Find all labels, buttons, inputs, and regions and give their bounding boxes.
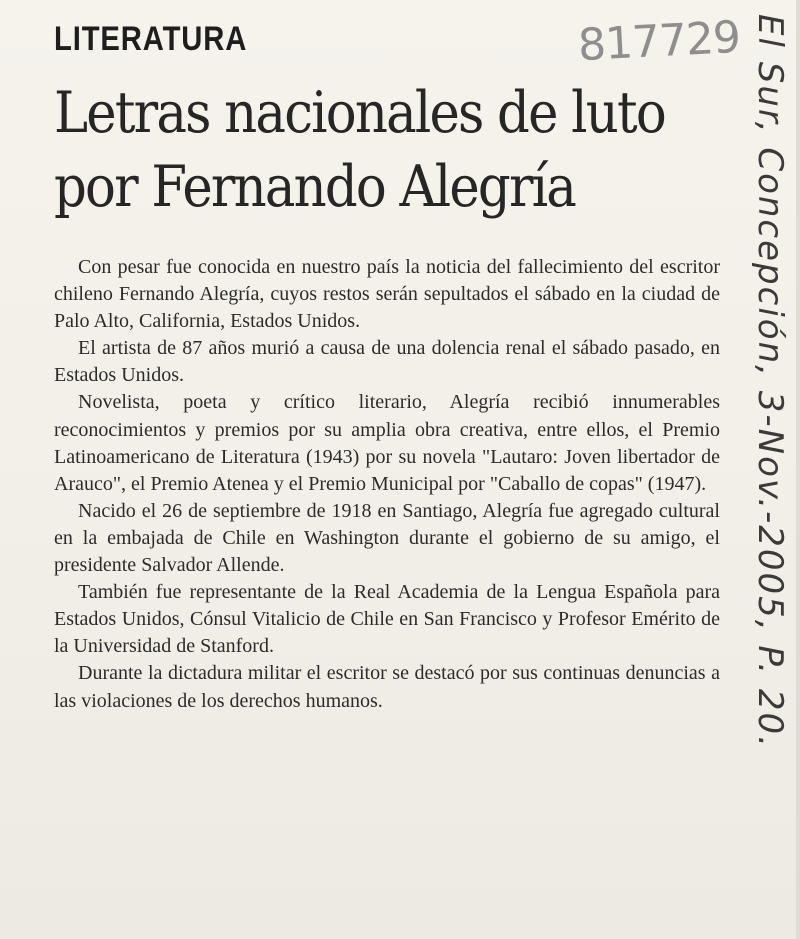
paper-edge [796, 0, 800, 939]
article-paragraph: Con pesar fue conocida en nuestro país la noticia del fallecimiento del escritor chileno Fernando Alegría, cuyos restos serán sepultados el sábado en la ciudad de Palo Alto, California, Estados Unidos. [54, 256, 720, 333]
headline-line-1: Letras nacionales de luto [54, 80, 665, 146]
section-label: LITERATURA [54, 20, 248, 58]
headline [54, 76, 666, 224]
handwritten-source-note: El Sur, Concepción, 3-Nov.-2005, P. 20. [750, 14, 790, 749]
article-paragraph: Novelista, poeta y crítico literario, Alegría recibió innumerables reconocimientos y premios por su amplia obra creativa, entre ellos, el Premio Latinoamericano de Literatura (1943) por su novela "Lautaro: Joven libertador de Arauco", el Premio Atenea y el Premio Municipal por "Caballo de copas" (1947). [54, 391, 720, 495]
article-paragraph: El artista de 87 años murió a causa de una dolencia renal el sábado pasado, en Estados Unidos. [54, 337, 720, 387]
article-paragraph: También fue representante de la Real Academia de la Lengua Española para Estados Unidos, Cónsul Vitalicio de Chile en San Francisco y Profesor Emérito de la Universidad de Stanford. [54, 581, 720, 658]
headline-line-2: por Fernando Alegría [54, 154, 576, 220]
article-paragraph: Durante la dictadura militar el escritor se destacó por sus continuas denuncias a las violaciones de los derechos humanos. [54, 662, 720, 712]
archive-reference-number: 817729 [576, 11, 742, 72]
article-paragraph: Nacido el 26 de septiembre de 1918 en Santiago, Alegría fue agregado cultural en la embajada de Chile en Washington durante el gobierno de su amigo, el presidente Salvador Allende. [54, 499, 720, 577]
article-body [54, 254, 720, 715]
